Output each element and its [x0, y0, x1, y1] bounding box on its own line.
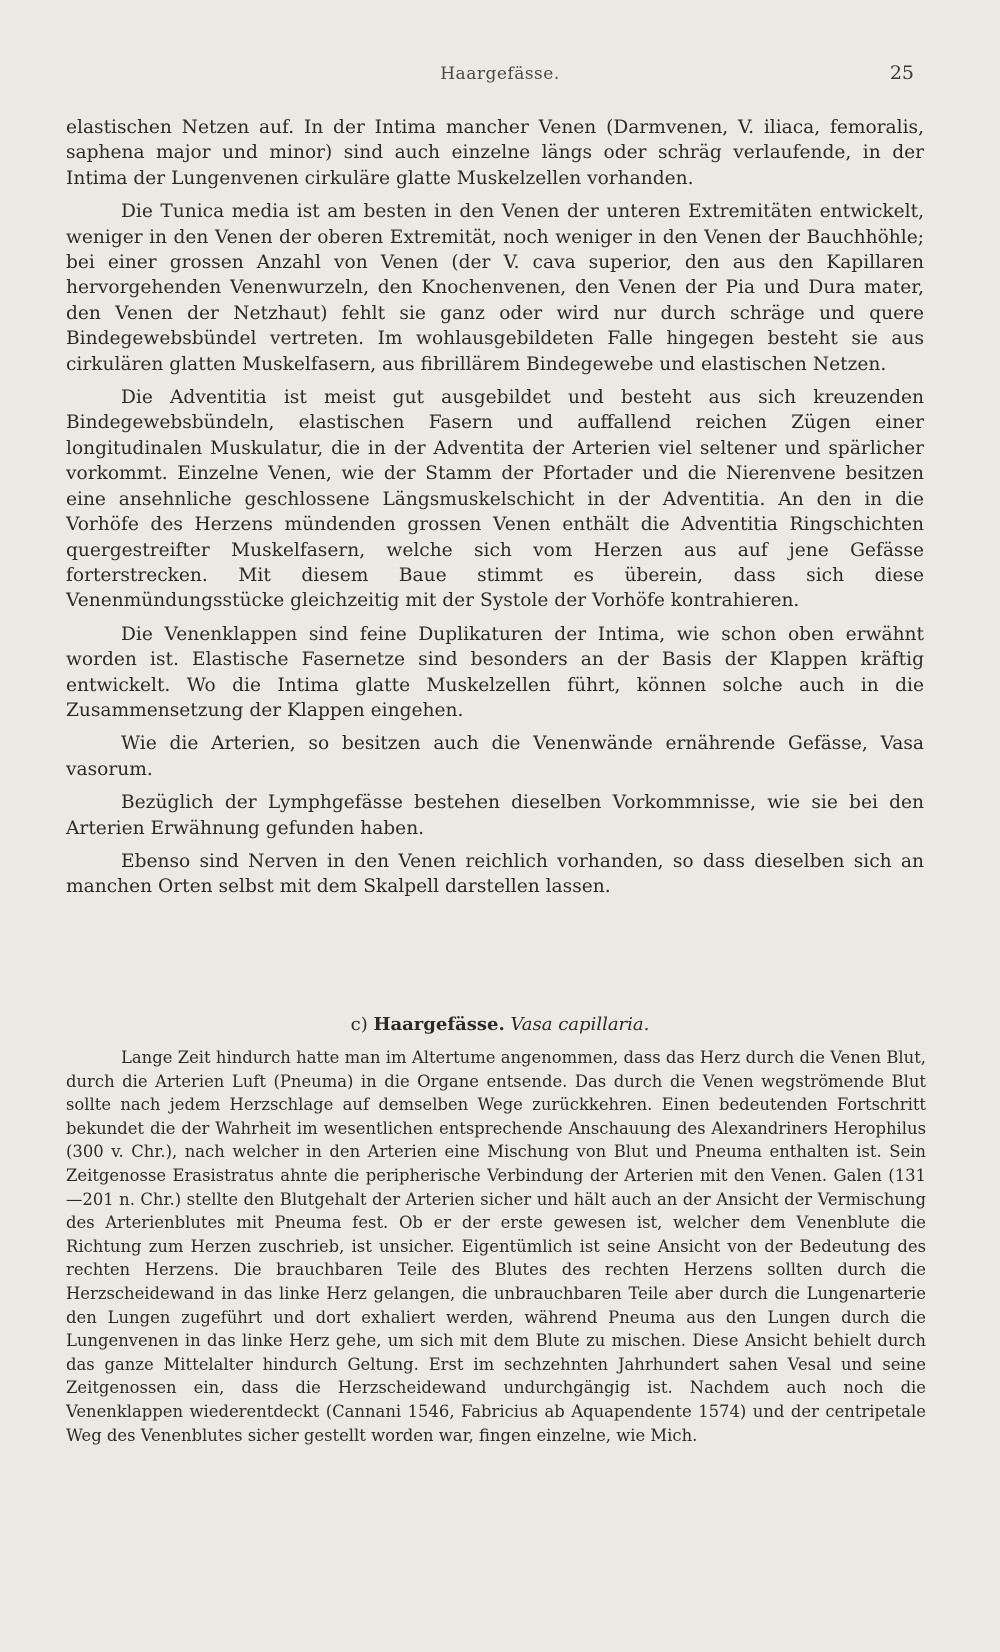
section-title: Haargefässe.: [373, 1014, 505, 1035]
page-number: 25: [889, 62, 914, 84]
paragraph: Die Tunica media ist am besten in den Venen der unteren Extremitäten entwickelt, weniger in den Venen der oberen Extremität, noch weniger in den Venen der Bauchhöhle; bei einer grossen Anzahl von Venen (der V. cava superior, den aus den Kapillaren hervorgehenden Venenwurzeln, den Knochenvenen, den Venen der Pia und Dura mater, den Venen der Netzhaut) fehlt sie ganz oder wird nur durch schräge und quere Bindegewebsbündel vertreten. Im wohlausgebildeten Falle hingegen besteht sie aus cirkulären glatten Muskelfasern, aus fibrillärem Bindegewebe und elastischen Netzen.: [66, 201, 924, 375]
section-latin-title: Vasa capillaria.: [510, 1014, 650, 1035]
paragraph: Bezüglich der Lymphgefässe bestehen dieselben Vorkommnisse, wie sie bei den Arterien Erwähnung gefunden haben.: [66, 792, 924, 839]
running-title: Haargefässe.: [440, 64, 560, 84]
paragraph: Ebenso sind Nerven in den Venen reichlich vorhanden, so dass dieselben sich an manchen Orten selbst mit dem Skalpell darstellen lassen.: [66, 850, 924, 898]
small-print-section: [66, 1046, 926, 1447]
section-prefix: c): [350, 1014, 368, 1035]
paragraph: Wie die Arterien, so besitzen auch die Venenwände ernährende Gefässe, Vasa vasorum.: [66, 733, 924, 780]
paragraph: elastischen Netzen auf. In der Intima mancher Venen (Darmvenen, V. iliaca, femoralis, saphena major und minor) sind auch einzelne längs oder schräg verlaufende, in der Intima der Lungenvenen cirkuläre glatte Muskelzellen vorhanden.: [66, 117, 924, 189]
small-paragraph: Lange Zeit hindurch hatte man im Altertume angenommen, dass das Herz durch die Venen Blut, durch die Arterien Luft (Pneuma) in die Organe entsende. Das durch die Venen wegströmende Blut sollte nach jedem Herzschlage auf demselben Wege zurückkehren. Einen bedeutenden Fortschritt bekundet die der Wahrheit im wesentlichen entsprechende Anschauung des Alexandriners Herophilus (300 v. Chr.), nach welcher in den Arterien eine Mischung von Blut und Pneuma enthalten ist. Sein Zeitgenosse Erasistratus ahnte die peripherische Verbindung der Arterien mit den Venen. Galen (131—201 n. Chr.) stellte den Blutgehalt der Arterien sicher und hält auch an der Ansicht der Vermischung des Arterienblutes mit Pneuma fest. Ob er der erste gewesen ist, welcher dem Venenblute die Richtung zum Herzen zuschrieb, ist unsicher. Eigentümlich ist seine Ansicht von der Bedeutung des rechten Herzens. Die brauchbaren Teile des Blutes des rechten Herzens sollten durch die Herzscheidewand in das linke Herz gelangen, die unbrauchbaren Teile aber durch die Lungenarterie den Lungen zugeführt und dort exhaliert werden, während Pneuma aus den Lungen durch die Lungenvenen in das linke Herz gehe, um sich mit dem Blute zu mischen. Diese Ansicht behielt durch das ganze Mittelalter hindurch Geltung. Erst im sechzehnten Jahrhundert sahen Vesal und seine Zeitgenossen ein, dass die Herzscheidewand undurchgängig ist. Nachdem auch noch die Venenklappen wiederentdeckt (Cannani 1546, Fabricius ab Aquapendente 1574) und der centripetale Weg des Venenblutes sicher gestellt worden war, fingen einzelne, wie Mich.: [66, 1048, 926, 1445]
section-heading: [0, 1014, 1000, 1035]
main-text: [66, 115, 924, 908]
paragraph: Die Adventitia ist meist gut ausgebildet und besteht aus sich kreuzenden Bindegewebsbündeln, elastischen Fasern und auffallend reichen Zügen einer longitudinalen Muskulatur, die in der Adventita der Arterien viel seltener und spärlicher vorkommt. Einzelne Venen, wie der Stamm der Pfortader und die Nierenvene besitzen eine ansehnliche geschlossene Längsmuskelschicht in der Adventitia. An den in die Vorhöfe des Herzens mündenden grossen Venen enthält die Adventitia Ringschichten quergestreifter Muskelfasern, welche sich vom Herzen aus auf jene Gefässe forterstrecken. Mit diesem Baue stimmt es überein, dass sich diese Venenmündungsstücke gleichzeitig mit der Systole der Vorhöfe kontrahieren.: [66, 387, 924, 612]
paragraph: Die Venenklappen sind feine Duplikaturen der Intima, wie schon oben erwähnt worden ist. Elastische Fasernetze sind besonders an der Basis der Klappen kräftig entwickelt. Wo die Intima glatte Muskelzellen führt, können solche auch in die Zusammensetzung der Klappen eingehen.: [66, 623, 924, 721]
